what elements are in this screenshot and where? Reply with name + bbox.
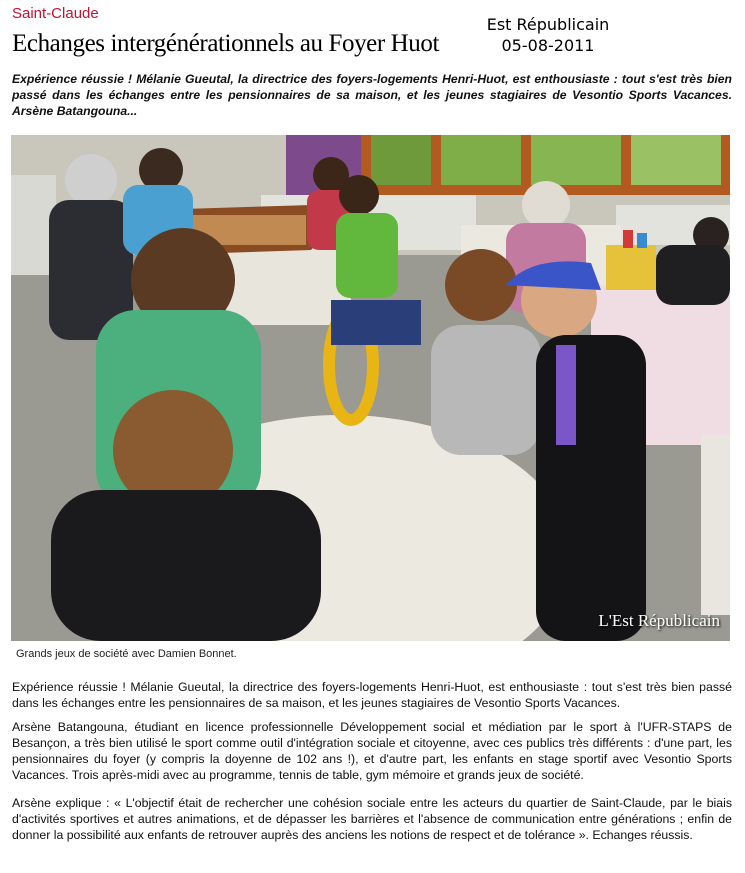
publication-stamp bbox=[478, 14, 618, 56]
body-paragraph: Arsène explique : « L'objectif était de rechercher une cohésion sociale entre les acteurs du quartier de Saint-Claude, par le biais d'activités sportives et autres animations, et de dépasser les barrières et l'absence de communication entre générations ; enfin de donner la possibilité aux enfants de retrouver auprès des anciens les notions de respect et de tolérance ». Echanges réussis. bbox=[12, 796, 732, 842]
photo-watermark: L'Est Républicain bbox=[598, 611, 720, 630]
publication-date: 05-08-2011 bbox=[501, 36, 595, 55]
body-paragraph: Expérience réussie ! Mélanie Gueutal, la directrice des foyers-logements Henri-Huot, est enthousiaste : tout s'est très bien passé dans les échanges entre les pensionnaires de sa maison, et les jeunes stagiaires de Vesontio Sports Vacances. bbox=[12, 680, 732, 710]
article-photo bbox=[11, 135, 730, 641]
article-lead: Expérience réussie ! Mélanie Gueutal, la directrice des foyers-logements Henri-Huot, est enthousiaste : tout s'est très bien passé dans les échanges entre les pensionnaires de sa maison, et les jeunes stagiaires de Vesontio Sports Vacances. Arsène Batangouna... bbox=[12, 72, 732, 118]
publication-name: Est Républicain bbox=[486, 15, 610, 34]
body-paragraph: Arsène Batangouna, étudiant en licence professionnelle Développement social et médiation par le sport à l'UFR-STAPS de Besançon, a très bien utilisé le sport comme outil d'intégration sociale et citoyenne, avec ces publics très différents : d'une part, les pensionnaires du foyer (y compris la doyenne de 102 ans !), et d'autre part, les enfants en stage sportif avec Vesontio Sports Vacances. Trois après-midi avec au programme, tennis de table, gym mémoire et grands jeux de société. bbox=[12, 720, 732, 782]
section-label: Saint-Claude bbox=[12, 5, 99, 22]
photo-caption: Grands jeux de société avec Damien Bonnet. bbox=[16, 648, 237, 660]
article-headline: Echanges intergénérationnels au Foyer Huot bbox=[12, 30, 440, 57]
photo-illustration bbox=[11, 135, 730, 641]
